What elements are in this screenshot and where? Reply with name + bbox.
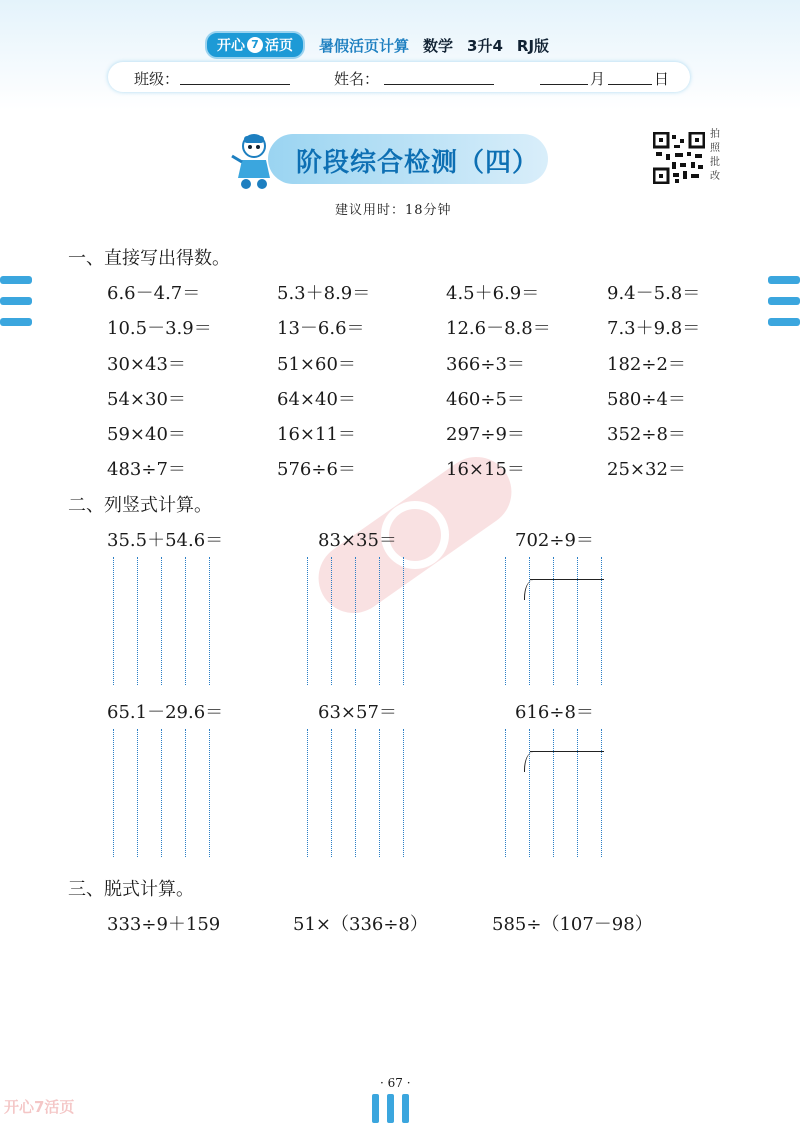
oral-problem: 30×43＝ (107, 354, 186, 375)
oral-problem: 59×40＝ (107, 424, 186, 445)
section-1-heading: 一、直接写出得数。 (68, 248, 230, 269)
oral-problem: 51×60＝ (277, 354, 356, 375)
work-guide-line (331, 557, 332, 685)
work-guide-line (577, 729, 578, 857)
oral-problem: 16×15＝ (446, 459, 525, 480)
work-guide-line (161, 729, 162, 857)
oral-problem: 182÷2＝ (607, 354, 686, 375)
work-guide-line (185, 557, 186, 685)
work-guide-line (529, 557, 530, 685)
oral-problem: 483÷7＝ (107, 459, 186, 480)
vertical-problem: 702÷9＝ (515, 530, 594, 551)
work-guide-line (209, 729, 210, 857)
work-guide-line (553, 729, 554, 857)
division-bracket (530, 579, 604, 580)
brand-mark-icon: 7 (247, 37, 263, 53)
student-info-bar (108, 62, 690, 92)
work-guide-line (601, 557, 602, 685)
vertical-problem: 65.1－29.6＝ (107, 702, 224, 723)
vertical-problem: 35.5＋54.6＝ (107, 530, 224, 551)
day-label: 日 (654, 70, 670, 88)
vertical-problem: 63×57＝ (318, 702, 397, 723)
header-line (205, 33, 549, 57)
month-field[interactable] (540, 84, 588, 85)
work-guide-line (137, 557, 138, 685)
left-side-bars (0, 276, 32, 339)
right-side-bars (768, 276, 800, 339)
work-guide-line (403, 729, 404, 857)
class-label: 班级： (134, 70, 180, 88)
oral-problem: 4.5＋6.9＝ (446, 283, 540, 304)
work-guide-line (577, 557, 578, 685)
month-label: 月 (590, 70, 606, 88)
oral-problem: 25×32＝ (607, 459, 686, 480)
work-guide-line (307, 729, 308, 857)
work-guide-line (355, 729, 356, 857)
division-bracket (530, 751, 604, 752)
work-guide-line (379, 557, 380, 685)
qr-code-icon[interactable] (653, 132, 705, 184)
work-guide-line (137, 729, 138, 857)
work-guide-line (505, 729, 506, 857)
page-number: · 67 · (380, 1076, 411, 1090)
vertical-problem: 83×35＝ (318, 530, 397, 551)
subject: 数学 (423, 36, 454, 55)
corner-brand-logo: 开心7活页 (4, 1098, 75, 1116)
qr-caption: 拍 照 批 改 (710, 129, 720, 182)
oral-problem: 9.4－5.8＝ (607, 283, 701, 304)
section-3-heading: 三、脱式计算。 (68, 879, 194, 900)
work-guide-line (331, 729, 332, 857)
oral-problem: 64×40＝ (277, 389, 356, 410)
work-guide-line (553, 557, 554, 685)
grade: 3升4 (467, 36, 503, 55)
oral-problem: 16×11＝ (277, 424, 356, 445)
name-label: 姓名： (334, 70, 380, 88)
work-guide-line (113, 557, 114, 685)
page-title: 阶段综合检测（四） (296, 148, 540, 178)
brand-suffix: 活页 (265, 38, 293, 54)
name-field[interactable] (384, 84, 494, 85)
oral-problem: 366÷3＝ (446, 354, 525, 375)
work-guide-line (113, 729, 114, 857)
oral-problem: 5.3＋8.9＝ (277, 283, 371, 304)
work-guide-line (529, 729, 530, 857)
mixed-problem: 585÷（107－98） (492, 914, 653, 935)
oral-problem: 12.6－8.8＝ (446, 318, 551, 339)
brand-name: 开心 (217, 38, 245, 54)
mixed-problem: 333÷9＋159 (107, 914, 221, 935)
oral-problem: 580÷4＝ (607, 389, 686, 410)
work-guide-line (403, 557, 404, 685)
oral-problem: 576÷6＝ (277, 459, 356, 480)
section-2-heading: 二、列竖式计算。 (68, 495, 212, 516)
work-guide-line (379, 729, 380, 857)
oral-problem: 460÷5＝ (446, 389, 525, 410)
work-guide-line (209, 557, 210, 685)
class-field[interactable] (180, 84, 290, 85)
oral-problem: 6.6－4.7＝ (107, 283, 201, 304)
oral-problem: 297÷9＝ (446, 424, 525, 445)
bottom-bars (372, 1094, 409, 1123)
work-guide-line (307, 557, 308, 685)
oral-problem: 13－6.6＝ (277, 318, 365, 339)
work-guide-line (505, 557, 506, 685)
edition: RJ版 (516, 36, 550, 55)
vertical-problem: 616÷8＝ (515, 702, 594, 723)
series-name: 暑假活页计算 (319, 36, 410, 55)
oral-problem: 54×30＝ (107, 389, 186, 410)
day-field[interactable] (608, 84, 652, 85)
brand-logo (205, 31, 305, 59)
work-guide-line (185, 729, 186, 857)
mixed-problem: 51×（336÷8） (293, 914, 428, 935)
work-guide-line (601, 729, 602, 857)
division-bracket (524, 752, 533, 772)
oral-problem: 7.3＋9.8＝ (607, 318, 701, 339)
time-hint: 建议用时：18分钟 (335, 203, 452, 218)
work-guide-line (161, 557, 162, 685)
work-guide-line (355, 557, 356, 685)
oral-problem: 352÷8＝ (607, 424, 686, 445)
oral-problem: 10.5－3.9＝ (107, 318, 212, 339)
